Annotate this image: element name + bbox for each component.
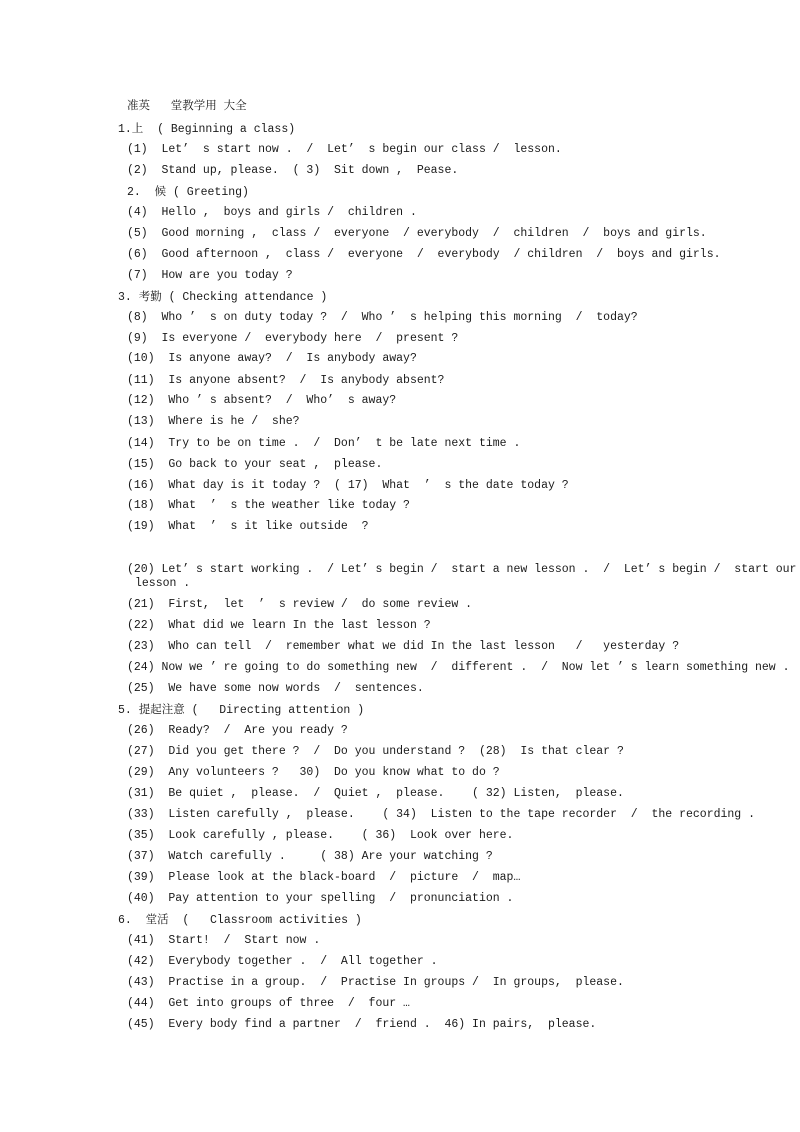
text-line: (20) Let’ s start working . / Let’ s begin / start a new lesson . / Let’ s begin / start our: [127, 563, 797, 576]
text-line: (16) What day is it today ? ( 17) What ’ s the date today ?: [127, 479, 569, 492]
text-line: 5. 提起注意 ( Directing attention ): [118, 704, 365, 717]
text-line: (37) Watch carefully . ( 38) Are your watching ?: [127, 850, 493, 863]
text-line: (43) Practise in a group. / Practise In groups / In groups, please.: [127, 976, 624, 989]
text-line: (31) Be quiet , please. / Quiet , please. ( 32) Listen, please.: [127, 787, 624, 800]
text-line: (5) Good morning , class / everyone / everybody / children / boys and girls.: [127, 227, 707, 240]
text-line: (2) Stand up, please. ( 3) Sit down , Pease.: [127, 164, 459, 177]
text-line: (12) Who ’ s absent? / Who’ s away?: [127, 394, 397, 407]
text-line: (23) Who can tell / remember what we did In the last lesson / yesterday ?: [127, 640, 680, 653]
text-line: (41) Start! / Start now .: [127, 934, 321, 947]
text-line: 2. 候 ( Greeting): [127, 186, 249, 199]
text-line: (21) First, let ’ s review / do some review .: [127, 598, 473, 611]
text-line: 3. 考勤 ( Checking attendance ): [118, 291, 328, 304]
text-line: (22) What did we learn In the last lesson ?: [127, 619, 431, 632]
text-line: (1) Let’ s start now . / Let’ s begin our class / lesson.: [127, 143, 562, 156]
text-line: (35) Look carefully , please. ( 36) Look over here.: [127, 829, 514, 842]
text-line: (13) Where is he / she?: [127, 415, 300, 428]
text-line: (33) Listen carefully , please. ( 34) Listen to the tape recorder / the recording .: [127, 808, 756, 821]
text-line: (9) Is everyone / everybody here / present ?: [127, 332, 459, 345]
text-line: (14) Try to be on time . / Don’ t be late next time .: [127, 437, 521, 450]
text-line: (19) What ’ s it like outside ?: [127, 520, 369, 533]
text-line: (10) Is anyone away? / Is anybody away?: [127, 352, 417, 365]
text-line: 1.上 ( Beginning a class): [118, 123, 296, 136]
text-line: lesson .: [135, 577, 191, 590]
text-line: (29) Any volunteers ? 30) Do you know what to do ?: [127, 766, 500, 779]
text-line: (42) Everybody together . / All together .: [127, 955, 438, 968]
text-line: (8) Who ’ s on duty today ? / Who ’ s helping this morning / today?: [127, 311, 638, 324]
document-title: 准英 堂教学用 大全: [127, 100, 247, 113]
text-line: (4) Hello , boys and girls / children .: [127, 206, 417, 219]
text-line: (44) Get into groups of three / four …: [127, 997, 410, 1010]
text-line: (6) Good afternoon , class / everyone / everybody / children / boys and girls.: [127, 248, 721, 261]
text-line: 6. 堂活 ( Classroom activities ): [118, 914, 362, 927]
text-line: (26) Ready? / Are you ready ?: [127, 724, 348, 737]
text-line: (25) We have some now words / sentences.: [127, 682, 424, 695]
text-line: (7) How are you today ?: [127, 269, 293, 282]
text-line: (24) Now we ’ re going to do something new / different . / Now let ’ s learn something new .: [127, 661, 790, 674]
text-line: (11) Is anyone absent? / Is anybody absent?: [127, 374, 445, 387]
text-line: (18) What ’ s the weather like today ?: [127, 499, 410, 512]
text-line: (40) Pay attention to your spelling / pronunciation .: [127, 892, 514, 905]
text-line: (27) Did you get there ? / Do you understand ? (28) Is that clear ?: [127, 745, 624, 758]
text-line: (45) Every body find a partner / friend . 46) In pairs, please.: [127, 1018, 597, 1031]
text-line: (39) Please look at the black-board / picture / map…: [127, 871, 521, 884]
text-line: (15) Go back to your seat , please.: [127, 458, 383, 471]
